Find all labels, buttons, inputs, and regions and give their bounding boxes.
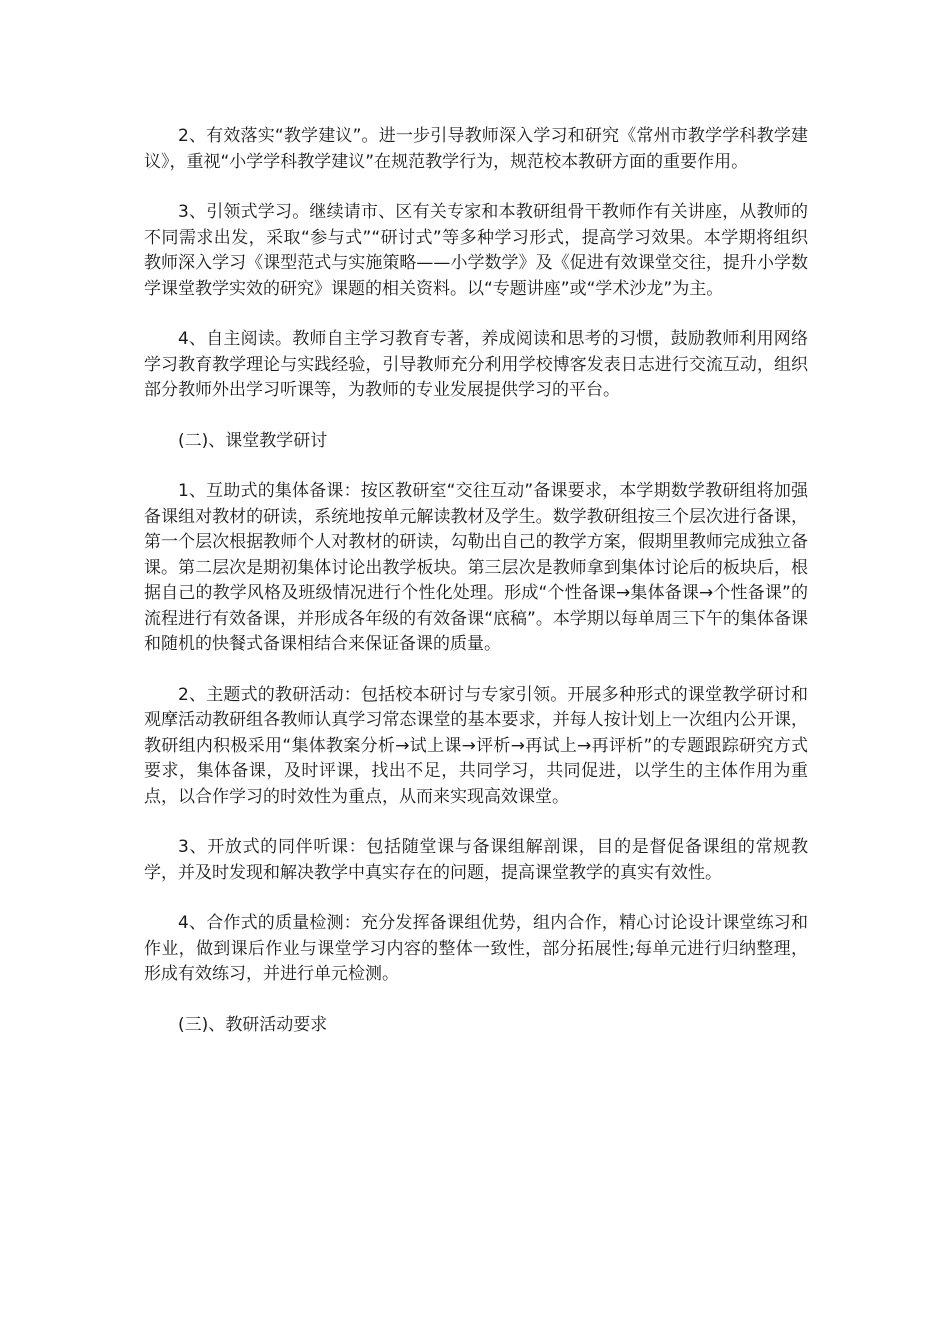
paragraph-teaching-suggestions: 2、有效落实“教学建议”。进一步引导教师深入学习和研究《常州市教学学科教学建议》，重视“小学学科教学建议”在规范教学行为，规范校本教研方面的重要作用。 xyxy=(144,126,808,172)
paragraph-self-reading: 4、自主阅读。教师自主学习教育专著，养成阅读和思考的习惯，鼓励教师利用网络学习教育教学理论与实践经验，引导教师充分利用学校博客发表日志进行交流互动，组织部分教师外出学习听课等，为教师的专业发展提供学习的平台。 xyxy=(144,329,808,400)
section-heading-activity-requirements: (三)、教研活动要求 xyxy=(178,1014,328,1035)
paragraph-collective-lesson-prep: 1、互助式的集体备课：按区教研室“交往互动”备课要求，本学期数学教研组将加强备课组对教材的研读，系统地按单元解读教材及学生。数学教研组按三个层次进行备课，第一个层次根据教师个人对教材的研读，勾勒出自己的教学方案，假期里教师完成独立备课。第二层次是期初集体讨论出教学板块。第三层次是教师拿到集体讨论后的板块后，根据自己的教学风格及班级情况进行个性化处理。形成“个性备课→集体备课→个性备课”的流程进行有效备课，并形成各年级的有效备课“底稿”。本学期以每单周三下午的集体备课和随机的快餐式备课相结合来保证备课的质量。 xyxy=(144,481,808,654)
document-body xyxy=(144,124,808,1063)
paragraph-peer-observation: 3、开放式的同伴听课：包括随堂课与备课组解剖课，目的是督促备课组的常规教学，并及时发现和解决教学中真实存在的问题，提高课堂教学的真实有效性。 xyxy=(144,837,808,883)
paragraph-guided-learning: 3、引领式学习。继续请市、区有关专家和本教研组骨干教师作有关讲座，从教师的不同需求出发，采取“参与式”“研讨式”等多种学习形式，提高学习效果。本学期将组织教师深入学习《课型范式与实施策略——小学数学》及《促进有效课堂交往，提升小学数学课堂教学实效的研究》课题的相关资料。以“专题讲座”或“学术沙龙”为主。 xyxy=(144,202,808,299)
paragraph-themed-research: 2、主题式的教研活动：包括校本研讨与专家引领。开展多种形式的课堂教学研讨和观摩活动教研组各教师认真学习常态课堂的基本要求，并每人按计划上一次组内公开课，教研组内积极采用“集体教案分析→试上课→评析→再试上→再评析”的专题跟踪研究方式要求，集体备课，及时评课，找出不足，共同学习，共同促进，以学生的主体作用为重点，以合作学习的时效性为重点，从而来实现高效课堂。 xyxy=(144,684,808,807)
paragraph-quality-check: 4、合作式的质量检测：充分发挥备课组优势，组内合作，精心讨论设计课堂练习和作业，做到课后作业与课堂学习内容的整体一致性，部分拓展性;每单元进行归纳整理，形成有效练习，并进行单元检测。 xyxy=(144,913,808,984)
section-heading-classroom-research: (二)、课堂教学研讨 xyxy=(178,430,328,451)
